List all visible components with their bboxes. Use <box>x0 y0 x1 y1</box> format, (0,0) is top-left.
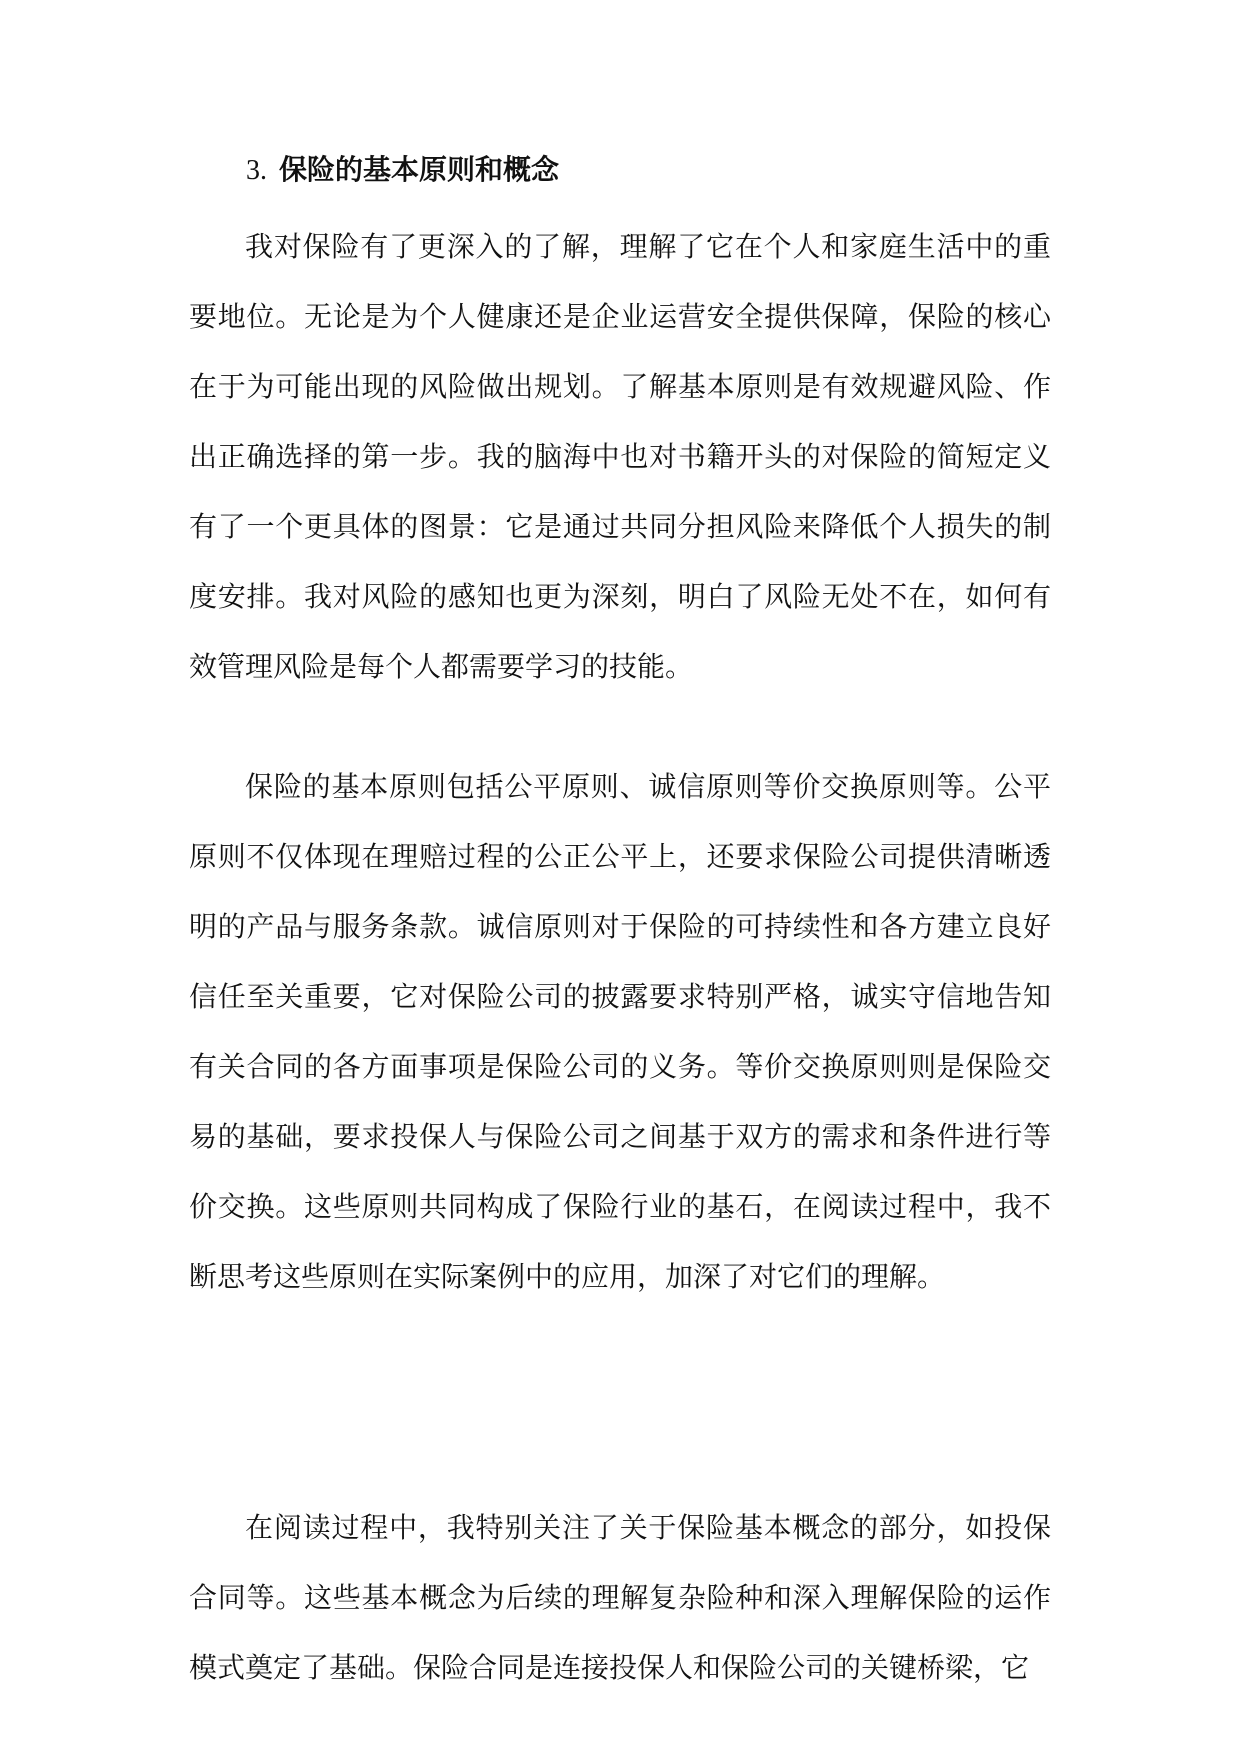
paragraph-1: 我对保险有了更深入的了解，理解了它在个人和家庭生活中的重要地位。无论是为个人健康还是企业运营安全提供保障，保险的核心在于为可能出现的风险做出规划。了解基本原则是有效规避风险、作出正确选择的第一步。我的脑海中也对书籍开头的对保险的简短定义有了一个更具体的图景：它是通过共同分担风险来降低个人损失的制度安排。我对风险的感知也更为深刻，明白了风险无处不在，如何有效管理风险是每个人都需要学习的技能。 <box>189 230 1051 683</box>
section-heading <box>246 150 559 191</box>
section-title: 保险的基本原则和概念 <box>279 153 560 186</box>
paragraph-2: 保险的基本原则包括公平原则、诚信原则等价交换原则等。公平原则不仅体现在理赔过程的公正公平上，还要求保险公司提供清晰透明的产品与服务条款。诚信原则对于保险的可持续性和各方建立良好信任至关重要，它对保险公司的披露要求特别严格，诚实守信地告知有关合同的各方面事项是保险公司的义务。等价交换原则则是保险交易的基础，要求投保人与保险公司之间基于双方的需求和条件进行等价交换。这些原则共同构成了保险行业的基石，在阅读过程中，我不断思考这些原则在实际案例中的应用，加深了对它们的理解。 <box>189 770 1051 1293</box>
section-number: 3. <box>246 155 267 186</box>
paragraph-3: 在阅读过程中，我特别关注了关于保险基本概念的部分，如投保合同等。这些基本概念为后续的理解复杂险种和深入理解保险的运作模式奠定了基础。保险合同是连接投保人和保险公司的关键桥梁，它 <box>189 1511 1051 1684</box>
